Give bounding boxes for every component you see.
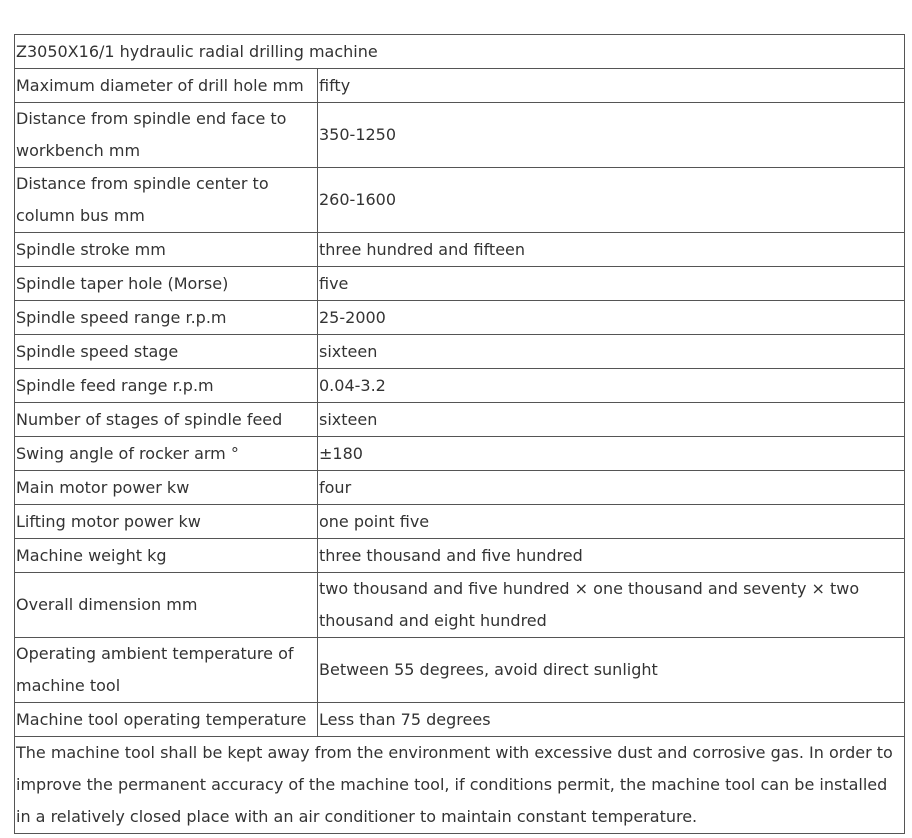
table-row [15,403,905,437]
row-label: Spindle speed stage [15,335,318,369]
row-label: Lifting motor power kw [15,505,318,539]
spec-table [14,34,905,834]
row-value: sixteen [318,403,905,437]
row-label: Spindle taper hole (Morse) [15,267,318,301]
table-row [15,471,905,505]
row-label: Spindle feed range r.p.m [15,369,318,403]
table-row [15,267,905,301]
table-row [15,69,905,103]
row-label: Spindle speed range r.p.m [15,301,318,335]
row-label: Machine weight kg [15,539,318,573]
row-label: Distance from spindle center to column bus mm [15,168,318,233]
row-value: five [318,267,905,301]
row-value: sixteen [318,335,905,369]
row-label: Swing angle of rocker arm ° [15,437,318,471]
row-label: Number of stages of spindle feed [15,403,318,437]
table-note-row [15,737,905,834]
table-row [15,233,905,267]
row-label: Operating ambient temperature of machine tool [15,638,318,703]
table-row [15,335,905,369]
row-label: Distance from spindle end face to workbench mm [15,103,318,168]
row-value: fifty [318,69,905,103]
row-label: Overall dimension mm [15,573,318,638]
row-label: Machine tool operating temperature [15,703,318,737]
table-row [15,103,905,168]
row-value: 260-1600 [318,168,905,233]
table-note: The machine tool shall be kept away from the environment with excessive dust and corrosive gas. In order to improve the permanent accuracy of the machine tool, if conditions permit, the machine tool can be installed in a relatively closed place with an air conditioner to maintain constant temperature. [15,737,905,834]
row-value: 0.04-3.2 [318,369,905,403]
row-value: three thousand and five hundred [318,539,905,573]
row-label: Main motor power kw [15,471,318,505]
table-title-row [15,35,905,69]
row-value: one point five [318,505,905,539]
table-row [15,369,905,403]
table-row [15,505,905,539]
row-value: ±180 [318,437,905,471]
table-row [15,573,905,638]
row-value: Less than 75 degrees [318,703,905,737]
row-label: Maximum diameter of drill hole mm [15,69,318,103]
table-row [15,437,905,471]
row-value: three hundred and fifteen [318,233,905,267]
table-row [15,539,905,573]
table-row [15,168,905,233]
row-value: 25-2000 [318,301,905,335]
table-row [15,703,905,737]
row-value: four [318,471,905,505]
row-value: 350-1250 [318,103,905,168]
table-row [15,638,905,703]
table-row [15,301,905,335]
row-value: two thousand and five hundred × one thousand and seventy × two thousand and eight hundred [318,573,905,638]
row-value: Between 55 degrees, avoid direct sunlight [318,638,905,703]
row-label: Spindle stroke mm [15,233,318,267]
table-title: Z3050X16/1 hydraulic radial drilling machine [15,35,905,69]
